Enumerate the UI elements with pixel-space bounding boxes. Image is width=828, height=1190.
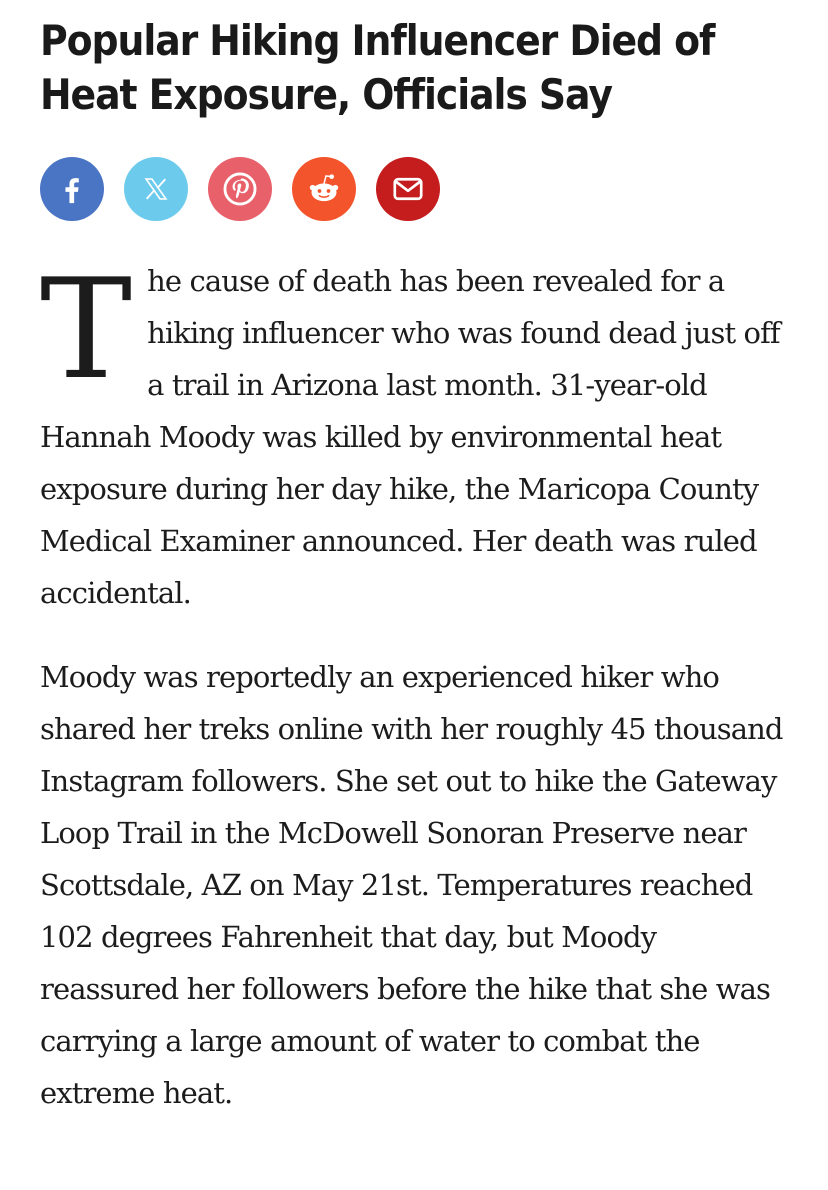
paragraph-1-text: he cause of death has been revealed for a hiking influencer who was found dead just off a trail in Arizona last month. 31-year-old Hannah Moody was killed by environmental heat exposure during her day hike, the Maricopa County Medical Examiner announced. Her death was ruled accidental. [40, 264, 780, 610]
article [40, 14, 792, 1151]
envelope-icon [390, 171, 426, 207]
share-facebook-button[interactable] [40, 157, 104, 221]
facebook-icon [55, 172, 89, 206]
share-bar [40, 157, 792, 221]
x-icon [142, 175, 170, 203]
share-reddit-button[interactable] [292, 157, 356, 221]
paragraph-2: Moody was reportedly an experienced hiker who shared her treks online with her roughly 45 thousand Instagram followers. She set out to hike the Gateway Loop Trail in the McDowell Sonoran Preserve near Scottsdale, AZ on May 21st. Temperatures reached 102 degrees Fahrenheit that day, but Moody reassured her followers before the hike that she was carrying a large amount of water to combat the extreme heat. [40, 660, 783, 1110]
article-body [40, 249, 792, 1119]
share-pinterest-button[interactable] [208, 157, 272, 221]
share-email-button[interactable] [376, 157, 440, 221]
reddit-icon [304, 169, 344, 209]
pinterest-icon [221, 170, 259, 208]
drop-cap: T [40, 249, 132, 410]
share-x-button[interactable] [124, 157, 188, 221]
paragraph-1 [40, 249, 792, 619]
article-headline: Popular Hiking Influencer Died of Heat Exposure, Officials Say [40, 16, 715, 119]
